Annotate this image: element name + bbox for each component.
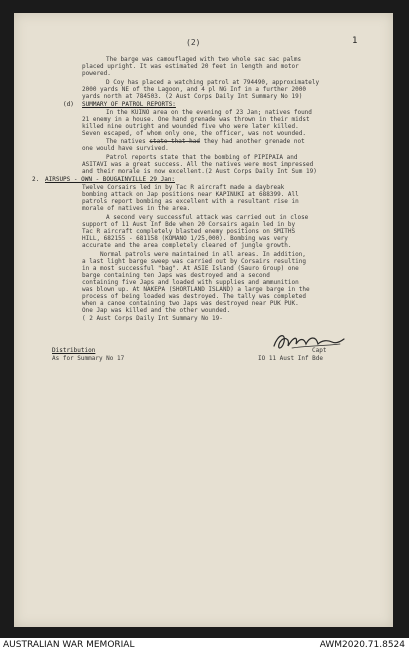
body-line: Normal patrols were maintained in all areas. In addition,: [100, 251, 306, 258]
signature-rank: Capt: [312, 347, 327, 354]
body-line: support of 11 Aust Inf Bde when 20 Corsairs again led in by: [82, 221, 296, 228]
body-line: powered.: [82, 70, 111, 77]
archive-footer: [0, 638, 409, 653]
body-line: and their morale is now excellent.(2 Aust Corps Daily Int Sum 19): [82, 168, 317, 175]
body-line: morale of natives in the area.: [82, 205, 191, 212]
body-line: a last light barge sweep was carried out by Corsairs resulting: [82, 258, 306, 265]
body-line: HILL, 682155 - 681158 (KOMANO 1/25,000). Bombing was very: [82, 235, 288, 242]
page-number: (2): [186, 38, 201, 47]
body-line: containing five Japs and loaded with supplies and ammunition: [82, 279, 299, 286]
subsection-number: (d): [63, 101, 74, 108]
body-line: accurate and the area completely cleared of jungle growth.: [82, 242, 292, 249]
corner-mark: 1: [352, 36, 358, 46]
body-line: process of being loaded was destroyed. The tally was completed: [82, 293, 306, 300]
body-line: A second very successful attack was carried out in close: [106, 214, 309, 221]
body-line: ASITAVI was a great success. All the natives were most impressed: [82, 161, 314, 168]
body-line: in a most successful "bag". At ASIE Island (Sauro Group) one: [82, 265, 299, 272]
body-line: patrols report bombing as excellent with a resultant rise in: [82, 198, 299, 205]
body-line: 2000 yards NE of the Lagoon, and 4 pl NG Inf in a further 2000: [82, 86, 306, 93]
body-line: one would have survived.: [82, 145, 169, 152]
body-line: Seven escaped, of whom only one, the officer, was not wounded.: [82, 130, 306, 137]
body-line: ( 2 Aust Corps Daily Int Summary No 19-: [82, 315, 223, 322]
struck-text: state that had: [149, 138, 200, 145]
subsection-heading: SUMMARY OF PATROL REPORTS:: [82, 101, 176, 108]
archive-name: AUSTRALIAN WAR MEMORIAL: [3, 640, 135, 650]
body-line: was blown up. At NAKEPA (SHORTLAND ISLAND) a large barge in the: [82, 286, 310, 293]
handwritten-signature: [270, 330, 350, 354]
archive-reference: AWM2020.71.8524: [319, 640, 405, 650]
body-line: killed nine outright and wounded five who were later killed.: [82, 123, 299, 130]
distribution-heading: Distribution: [52, 347, 96, 354]
body-line: Twelve Corsairs led in by Tac R aircraft made a daybreak: [82, 184, 285, 191]
body-line: barge containing ten Japs was destroyed and a second: [82, 272, 270, 279]
body-line: Patrol reports state that the bombing of PIPIPAIA and: [106, 154, 298, 161]
body-line: One Jap was killed and the other wounded.: [82, 307, 231, 314]
body-line: D Coy has placed a watching patrol at 794490, approximately: [106, 79, 320, 86]
body-line: placed upright. It was estimated 20 feet in length and motor: [82, 63, 299, 70]
body-line: The barge was camouflaged with two whole sac sac palms: [106, 56, 302, 63]
body-line: when a canoe containing two Japs was destroyed near PUK PUK.: [82, 300, 299, 307]
body-line: yards north at 784503. (2 Aust Corps Daily Int Summary No 19): [82, 93, 303, 100]
body-line: 21 enemy in a house. One hand grenade was thrown in their midst: [82, 116, 310, 123]
signature-unit: IO 11 Aust Inf Bde: [258, 355, 324, 362]
body-line: bombing attack on Jap positions near KAPINUKI at 688399. All: [82, 191, 299, 198]
body-line: Tac R aircraft completely blasted enemy positions on SMITHS: [82, 228, 296, 235]
section-heading: AIRSUPS - OWN - BOUGAINVILLE 29 Jan:: [45, 176, 176, 183]
body-line: The natives state that had they had another grenade not: [106, 138, 305, 145]
body-line: In the KUINO area on the evening of 23 Jan; natives found: [106, 109, 312, 116]
distribution-text: As for Summary No 17: [52, 355, 125, 362]
section-number: 2.: [32, 176, 40, 183]
